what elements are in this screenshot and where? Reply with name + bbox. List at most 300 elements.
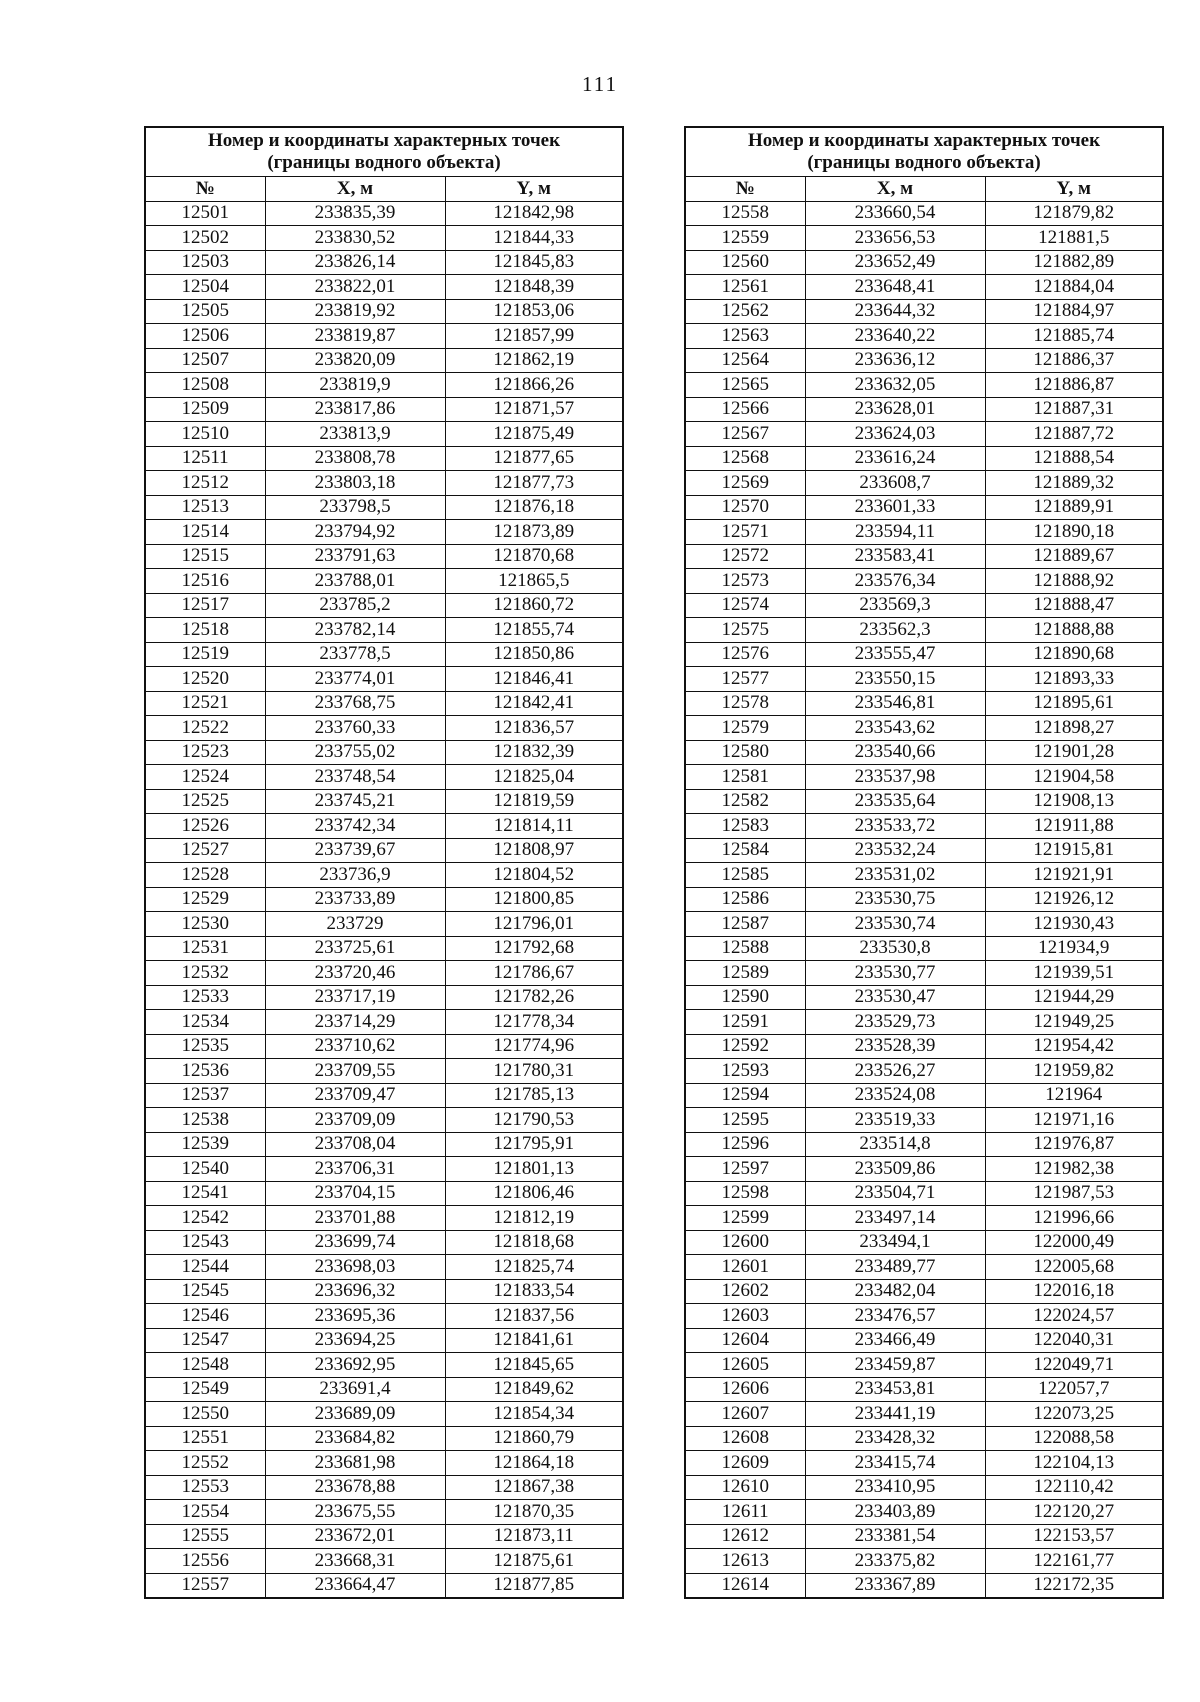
coord-x: 233748,54 — [265, 765, 445, 790]
coordinates-table-right — [684, 126, 1164, 1599]
coord-y: 121888,92 — [985, 569, 1163, 594]
table-title-line-1: Номер и координаты характерных точек — [207, 130, 561, 151]
table-row — [145, 471, 623, 496]
coord-x: 233537,98 — [805, 765, 985, 790]
coord-x: 233550,15 — [805, 667, 985, 692]
point-number: 12551 — [145, 1426, 265, 1451]
coord-y: 121877,85 — [445, 1573, 623, 1598]
point-number: 12599 — [685, 1206, 805, 1231]
coord-y: 121870,68 — [445, 544, 623, 569]
coord-x: 233428,32 — [805, 1426, 985, 1451]
coord-x: 233532,24 — [805, 838, 985, 863]
table-row — [145, 1353, 623, 1378]
table-row — [145, 373, 623, 398]
point-number: 12528 — [145, 863, 265, 888]
coord-x: 233739,67 — [265, 838, 445, 863]
table-row — [145, 1230, 623, 1255]
coord-y: 121971,16 — [985, 1108, 1163, 1133]
table-title-line-1: Номер и координаты характерных точек — [747, 130, 1101, 151]
coord-x: 233375,82 — [805, 1549, 985, 1574]
point-number: 12504 — [145, 275, 265, 300]
coord-x: 233509,86 — [805, 1157, 985, 1182]
coord-x: 233453,81 — [805, 1377, 985, 1402]
coord-x: 233742,34 — [265, 814, 445, 839]
table-row — [145, 1377, 623, 1402]
coord-x: 233530,8 — [805, 936, 985, 961]
coord-y: 121888,54 — [985, 446, 1163, 471]
coord-y: 121934,9 — [985, 936, 1163, 961]
point-number: 12612 — [685, 1524, 805, 1549]
point-number: 12592 — [685, 1034, 805, 1059]
coord-x: 233576,34 — [805, 569, 985, 594]
coord-y: 121837,56 — [445, 1304, 623, 1329]
table-row — [685, 667, 1163, 692]
table-row — [685, 324, 1163, 349]
coord-y: 122016,18 — [985, 1279, 1163, 1304]
point-number: 12554 — [145, 1500, 265, 1525]
point-number: 12582 — [685, 789, 805, 814]
column-header-y: Y, м — [985, 177, 1163, 202]
point-number: 12514 — [145, 520, 265, 545]
table-row — [145, 422, 623, 447]
table-row — [685, 471, 1163, 496]
coord-y: 121944,29 — [985, 985, 1163, 1010]
coord-y: 121954,42 — [985, 1034, 1163, 1059]
point-number: 12545 — [145, 1279, 265, 1304]
table-row — [145, 1573, 623, 1598]
coord-y: 121854,34 — [445, 1402, 623, 1427]
table-row — [685, 397, 1163, 422]
coord-x: 233699,74 — [265, 1230, 445, 1255]
point-number: 12546 — [145, 1304, 265, 1329]
table-row — [685, 618, 1163, 643]
coord-y: 121845,65 — [445, 1353, 623, 1378]
coord-y: 121987,53 — [985, 1181, 1163, 1206]
coord-x: 233594,11 — [805, 520, 985, 545]
coord-y: 121836,57 — [445, 716, 623, 741]
coord-y: 121825,74 — [445, 1255, 623, 1280]
coord-x: 233441,19 — [805, 1402, 985, 1427]
point-number: 12505 — [145, 299, 265, 324]
coord-y: 121774,96 — [445, 1034, 623, 1059]
table-row — [145, 1328, 623, 1353]
coord-y: 121848,39 — [445, 275, 623, 300]
table-row — [145, 1402, 623, 1427]
table-row — [685, 226, 1163, 251]
coord-x: 233717,19 — [265, 985, 445, 1010]
point-number: 12589 — [685, 961, 805, 986]
point-number: 12585 — [685, 863, 805, 888]
table-row — [685, 1353, 1163, 1378]
coord-x: 233755,02 — [265, 740, 445, 765]
point-number: 12518 — [145, 618, 265, 643]
coord-x: 233819,87 — [265, 324, 445, 349]
point-number: 12564 — [685, 348, 805, 373]
column-header-number: № — [685, 177, 805, 202]
coord-x: 233681,98 — [265, 1451, 445, 1476]
table-row — [145, 1524, 623, 1549]
coord-y: 121964 — [985, 1083, 1163, 1108]
table-title — [685, 127, 1163, 177]
coord-x: 233466,49 — [805, 1328, 985, 1353]
coord-x: 233530,77 — [805, 961, 985, 986]
point-number: 12560 — [685, 250, 805, 275]
coord-x: 233819,9 — [265, 373, 445, 398]
coord-y: 121850,86 — [445, 642, 623, 667]
point-number: 12532 — [145, 961, 265, 986]
coord-x: 233698,03 — [265, 1255, 445, 1280]
table-row — [145, 912, 623, 937]
table-row — [685, 1034, 1163, 1059]
coord-y: 122104,13 — [985, 1451, 1163, 1476]
coord-y: 121959,82 — [985, 1059, 1163, 1084]
point-number: 12539 — [145, 1132, 265, 1157]
coord-y: 121911,88 — [985, 814, 1163, 839]
point-number: 12608 — [685, 1426, 805, 1451]
coord-x: 233709,09 — [265, 1108, 445, 1133]
coord-x: 233459,87 — [805, 1353, 985, 1378]
coord-y: 121845,83 — [445, 250, 623, 275]
coord-x: 233367,89 — [805, 1573, 985, 1598]
point-number: 12565 — [685, 373, 805, 398]
coord-x: 233714,29 — [265, 1010, 445, 1035]
coord-y: 121778,34 — [445, 1010, 623, 1035]
point-number: 12502 — [145, 226, 265, 251]
coord-x: 233476,57 — [805, 1304, 985, 1329]
table-row — [145, 1451, 623, 1476]
table-row — [685, 961, 1163, 986]
coord-y: 121882,89 — [985, 250, 1163, 275]
table-row — [145, 716, 623, 741]
point-number: 12535 — [145, 1034, 265, 1059]
coord-x: 233803,18 — [265, 471, 445, 496]
coord-y: 122120,27 — [985, 1500, 1163, 1525]
point-number: 12552 — [145, 1451, 265, 1476]
table-row — [145, 618, 623, 643]
point-number: 12531 — [145, 936, 265, 961]
coord-x: 233381,54 — [805, 1524, 985, 1549]
coord-y: 121873,11 — [445, 1524, 623, 1549]
point-number: 12506 — [145, 324, 265, 349]
table-row — [145, 1549, 623, 1574]
point-number: 12536 — [145, 1059, 265, 1084]
coord-y: 121876,18 — [445, 495, 623, 520]
coord-y: 121930,43 — [985, 912, 1163, 937]
coord-y: 121795,91 — [445, 1132, 623, 1157]
coord-x: 233636,12 — [805, 348, 985, 373]
point-number: 12563 — [685, 324, 805, 349]
table-row — [145, 1132, 623, 1157]
table-row — [685, 1377, 1163, 1402]
point-number: 12571 — [685, 520, 805, 545]
coord-x: 233569,3 — [805, 593, 985, 618]
point-number: 12520 — [145, 667, 265, 692]
point-number: 12566 — [685, 397, 805, 422]
table-row — [145, 642, 623, 667]
coord-y: 121870,35 — [445, 1500, 623, 1525]
point-number: 12557 — [145, 1573, 265, 1598]
point-number: 12558 — [685, 201, 805, 226]
coord-x: 233672,01 — [265, 1524, 445, 1549]
coord-x: 233729 — [265, 912, 445, 937]
coord-y: 121782,26 — [445, 985, 623, 1010]
coord-x: 233652,49 — [805, 250, 985, 275]
coord-y: 121915,81 — [985, 838, 1163, 863]
point-number: 12530 — [145, 912, 265, 937]
point-number: 12508 — [145, 373, 265, 398]
coord-y: 121888,88 — [985, 618, 1163, 643]
table-row — [145, 1108, 623, 1133]
point-number: 12578 — [685, 691, 805, 716]
coord-x: 233692,95 — [265, 1353, 445, 1378]
table-row — [685, 642, 1163, 667]
table-row — [145, 250, 623, 275]
coord-y: 122049,71 — [985, 1353, 1163, 1378]
coord-y: 121921,91 — [985, 863, 1163, 888]
coord-x: 233504,71 — [805, 1181, 985, 1206]
coord-y: 122153,57 — [985, 1524, 1163, 1549]
coord-y: 121853,06 — [445, 299, 623, 324]
coord-x: 233826,14 — [265, 250, 445, 275]
point-number: 12591 — [685, 1010, 805, 1035]
point-number: 12524 — [145, 765, 265, 790]
coord-y: 121812,19 — [445, 1206, 623, 1231]
table-row — [685, 1426, 1163, 1451]
table-row — [145, 985, 623, 1010]
table-row — [145, 446, 623, 471]
point-number: 12519 — [145, 642, 265, 667]
coord-x: 233819,92 — [265, 299, 445, 324]
point-number: 12569 — [685, 471, 805, 496]
coord-x: 233528,39 — [805, 1034, 985, 1059]
point-number: 12515 — [145, 544, 265, 569]
coord-y: 122057,7 — [985, 1377, 1163, 1402]
coord-y: 122040,31 — [985, 1328, 1163, 1353]
point-number: 12547 — [145, 1328, 265, 1353]
table-row — [685, 348, 1163, 373]
coord-x: 233778,5 — [265, 642, 445, 667]
table-row — [145, 275, 623, 300]
point-number: 12600 — [685, 1230, 805, 1255]
point-number: 12512 — [145, 471, 265, 496]
coord-x: 233616,24 — [805, 446, 985, 471]
table-row — [145, 838, 623, 863]
coord-y: 121893,33 — [985, 667, 1163, 692]
coord-y: 121904,58 — [985, 765, 1163, 790]
coord-y: 122110,42 — [985, 1475, 1163, 1500]
table-row — [685, 520, 1163, 545]
coord-y: 121895,61 — [985, 691, 1163, 716]
coord-y: 121887,72 — [985, 422, 1163, 447]
coord-y: 121849,62 — [445, 1377, 623, 1402]
point-number: 12553 — [145, 1475, 265, 1500]
table-row — [145, 593, 623, 618]
table-row — [685, 1524, 1163, 1549]
coord-x: 233709,47 — [265, 1083, 445, 1108]
coord-x: 233514,8 — [805, 1132, 985, 1157]
coord-x: 233628,01 — [805, 397, 985, 422]
page-number: 111 — [582, 72, 618, 96]
coord-x: 233817,86 — [265, 397, 445, 422]
coord-y: 121804,52 — [445, 863, 623, 888]
point-number: 12601 — [685, 1255, 805, 1280]
coord-x: 233410,95 — [805, 1475, 985, 1500]
coord-y: 121976,87 — [985, 1132, 1163, 1157]
coord-x: 233684,82 — [265, 1426, 445, 1451]
coord-y: 121885,74 — [985, 324, 1163, 349]
coord-y: 122024,57 — [985, 1304, 1163, 1329]
coord-x: 233782,14 — [265, 618, 445, 643]
coord-x: 233656,53 — [805, 226, 985, 251]
coord-x: 233701,88 — [265, 1206, 445, 1231]
coord-y: 121862,19 — [445, 348, 623, 373]
coord-y: 121889,91 — [985, 495, 1163, 520]
table-row — [685, 1328, 1163, 1353]
point-number: 12598 — [685, 1181, 805, 1206]
table-row — [145, 544, 623, 569]
table-row — [685, 985, 1163, 1010]
coord-y: 121860,72 — [445, 593, 623, 618]
coord-x: 233644,32 — [805, 299, 985, 324]
coord-y: 121864,18 — [445, 1451, 623, 1476]
coord-x: 233530,47 — [805, 985, 985, 1010]
point-number: 12587 — [685, 912, 805, 937]
coord-x: 233678,88 — [265, 1475, 445, 1500]
point-number: 12534 — [145, 1010, 265, 1035]
coord-y: 121949,25 — [985, 1010, 1163, 1035]
coord-x: 233601,33 — [805, 495, 985, 520]
coord-x: 233632,05 — [805, 373, 985, 398]
coord-y: 121818,68 — [445, 1230, 623, 1255]
point-number: 12614 — [685, 1573, 805, 1598]
point-number: 12567 — [685, 422, 805, 447]
point-number: 12555 — [145, 1524, 265, 1549]
table-row — [145, 1206, 623, 1231]
coord-x: 233813,9 — [265, 422, 445, 447]
coord-y: 122172,35 — [985, 1573, 1163, 1598]
table-row — [685, 1500, 1163, 1525]
point-number: 12607 — [685, 1402, 805, 1427]
point-number: 12549 — [145, 1377, 265, 1402]
coord-x: 233830,52 — [265, 226, 445, 251]
table-row — [145, 226, 623, 251]
coord-x: 233704,15 — [265, 1181, 445, 1206]
table-row — [145, 1083, 623, 1108]
coord-y: 121887,31 — [985, 397, 1163, 422]
table-row — [145, 520, 623, 545]
coord-y: 121842,41 — [445, 691, 623, 716]
coord-y: 121833,54 — [445, 1279, 623, 1304]
point-number: 12603 — [685, 1304, 805, 1329]
table-row — [685, 1549, 1163, 1574]
point-number: 12501 — [145, 201, 265, 226]
coord-y: 121808,97 — [445, 838, 623, 863]
coord-y: 121819,59 — [445, 789, 623, 814]
coord-y: 121796,01 — [445, 912, 623, 937]
coord-x: 233660,54 — [805, 201, 985, 226]
coord-y: 121884,04 — [985, 275, 1163, 300]
point-number: 12543 — [145, 1230, 265, 1255]
table-row — [685, 1402, 1163, 1427]
table-row — [145, 1010, 623, 1035]
table-row — [145, 1475, 623, 1500]
coord-x: 233546,81 — [805, 691, 985, 716]
table-row — [685, 495, 1163, 520]
point-number: 12522 — [145, 716, 265, 741]
table-row — [685, 1206, 1163, 1231]
coord-y: 122073,25 — [985, 1402, 1163, 1427]
coord-x: 233794,92 — [265, 520, 445, 545]
coord-x: 233519,33 — [805, 1108, 985, 1133]
coord-y: 121842,98 — [445, 201, 623, 226]
coord-y: 121866,26 — [445, 373, 623, 398]
coord-y: 121886,37 — [985, 348, 1163, 373]
coord-x: 233403,89 — [805, 1500, 985, 1525]
coord-x: 233725,61 — [265, 936, 445, 961]
coord-x: 233648,41 — [805, 275, 985, 300]
coord-x: 233760,33 — [265, 716, 445, 741]
point-number: 12574 — [685, 593, 805, 618]
point-number: 12570 — [685, 495, 805, 520]
coord-x: 233583,41 — [805, 544, 985, 569]
coord-y: 121939,51 — [985, 961, 1163, 986]
coord-x: 233736,9 — [265, 863, 445, 888]
coord-x: 233708,04 — [265, 1132, 445, 1157]
table-title-line-2: (границы водного объекта) — [807, 152, 1041, 173]
coord-y: 121890,68 — [985, 642, 1163, 667]
coord-x: 233664,47 — [265, 1573, 445, 1598]
point-number: 12533 — [145, 985, 265, 1010]
coord-x: 233689,09 — [265, 1402, 445, 1427]
point-number: 12590 — [685, 985, 805, 1010]
coord-x: 233524,08 — [805, 1083, 985, 1108]
coord-y: 121841,61 — [445, 1328, 623, 1353]
table-row — [685, 422, 1163, 447]
coord-y: 122005,68 — [985, 1255, 1163, 1280]
point-number: 12568 — [685, 446, 805, 471]
point-number: 12588 — [685, 936, 805, 961]
point-number: 12562 — [685, 299, 805, 324]
coord-x: 233733,89 — [265, 887, 445, 912]
coord-y: 121865,5 — [445, 569, 623, 594]
table-row — [685, 544, 1163, 569]
point-number: 12513 — [145, 495, 265, 520]
point-number: 12594 — [685, 1083, 805, 1108]
coord-y: 121877,73 — [445, 471, 623, 496]
point-number: 12602 — [685, 1279, 805, 1304]
coord-y: 121889,67 — [985, 544, 1163, 569]
table-row — [685, 250, 1163, 275]
point-number: 12610 — [685, 1475, 805, 1500]
table-row — [145, 1059, 623, 1084]
coord-x: 233624,03 — [805, 422, 985, 447]
point-number: 12527 — [145, 838, 265, 863]
coord-x: 233774,01 — [265, 667, 445, 692]
coord-y: 121846,41 — [445, 667, 623, 692]
table-row — [145, 740, 623, 765]
point-number: 12538 — [145, 1108, 265, 1133]
coord-y: 121801,13 — [445, 1157, 623, 1182]
coord-y: 122088,58 — [985, 1426, 1163, 1451]
coord-x: 233530,74 — [805, 912, 985, 937]
coord-y: 121884,97 — [985, 299, 1163, 324]
coord-y: 121825,04 — [445, 765, 623, 790]
column-header-x: X, м — [805, 177, 985, 202]
coord-y: 121867,38 — [445, 1475, 623, 1500]
table-row — [145, 201, 623, 226]
table-row — [145, 495, 623, 520]
point-number: 12542 — [145, 1206, 265, 1231]
